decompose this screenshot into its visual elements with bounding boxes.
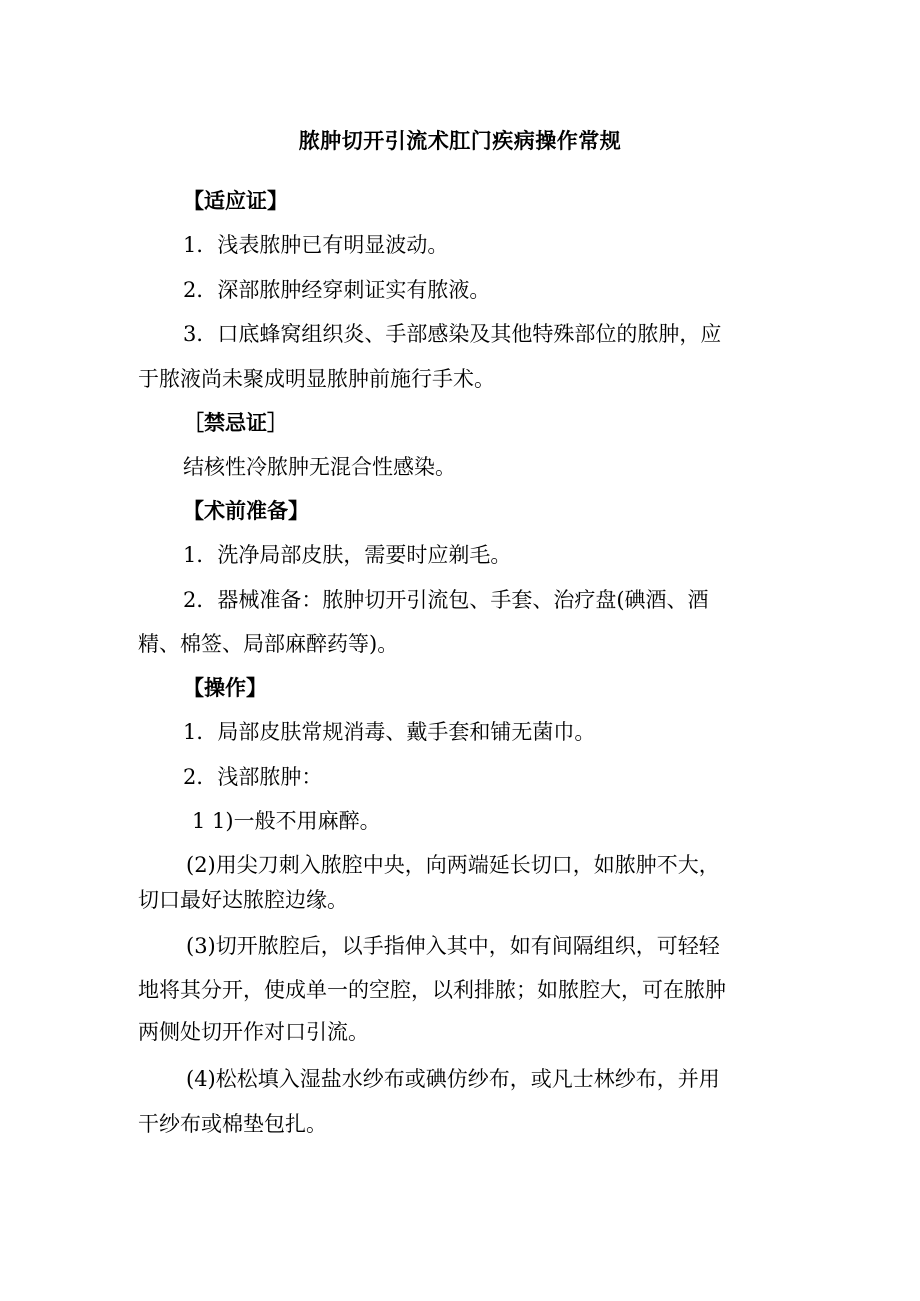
- contraindication-item-1: 结核性冷脓肿无混合性感染。: [183, 455, 456, 479]
- operation-subitem-1: 1 1)一般不用麻醉。: [192, 809, 381, 833]
- preparation-item-2: 2．器械准备：脓肿切开引流包、手套、治疗盘(碘酒、酒: [183, 588, 709, 612]
- section-heading-preparation: 【术前准备】: [183, 498, 309, 523]
- section-heading-operation: 【操作】: [183, 675, 267, 700]
- operation-subitem-3: (3)切开脓腔后，以手指伸入其中，如有间隔组织，可轻轻: [186, 934, 720, 958]
- indication-item-3-cont: 于脓液尚未聚成明显脓肿前施行手术。: [138, 367, 495, 391]
- indication-item-3: 3．口底蜂窝组织炎、手部感染及其他特殊部位的脓肿，应: [183, 322, 722, 346]
- operation-subitem-2: (2)用尖刀刺入脓腔中央，向两端延长切口，如脓肿不大，: [186, 853, 720, 877]
- operation-item-2: 2．浅部脓肿：: [183, 765, 323, 789]
- section-heading-contraindications: ［禁忌证］: [183, 410, 288, 435]
- operation-subitem-3-cont2: 两侧处切开作对口引流。: [138, 1020, 369, 1044]
- indication-item-1: 1．浅表脓肿已有明显波动。: [183, 233, 449, 257]
- operation-item-1: 1．局部皮肤常规消毒、戴手套和铺无菌巾。: [183, 720, 596, 744]
- operation-subitem-2-cont: 切口最好达脓腔边缘。: [138, 888, 348, 912]
- operation-subitem-4-cont: 干纱布或棉垫包扎。: [138, 1112, 327, 1136]
- preparation-item-2-cont: 精、棉签、局部麻醉药等)。: [138, 632, 399, 656]
- section-heading-indications: 【适应证】: [183, 188, 288, 213]
- preparation-item-1: 1．洗净局部皮肤，需要时应剃毛。: [183, 543, 512, 567]
- indication-item-2: 2．深部脓肿经穿刺证实有脓液。: [183, 278, 491, 302]
- operation-subitem-3-cont1: 地将其分开，使成单一的空腔，以利排脓；如脓腔大，可在脓肿: [138, 978, 726, 1002]
- document-title: 脓肿切开引流术肛门疾病操作常规: [298, 128, 622, 153]
- operation-subitem-4: (4)松松填入湿盐水纱布或碘仿纱布，或凡士林纱布，并用: [186, 1067, 720, 1091]
